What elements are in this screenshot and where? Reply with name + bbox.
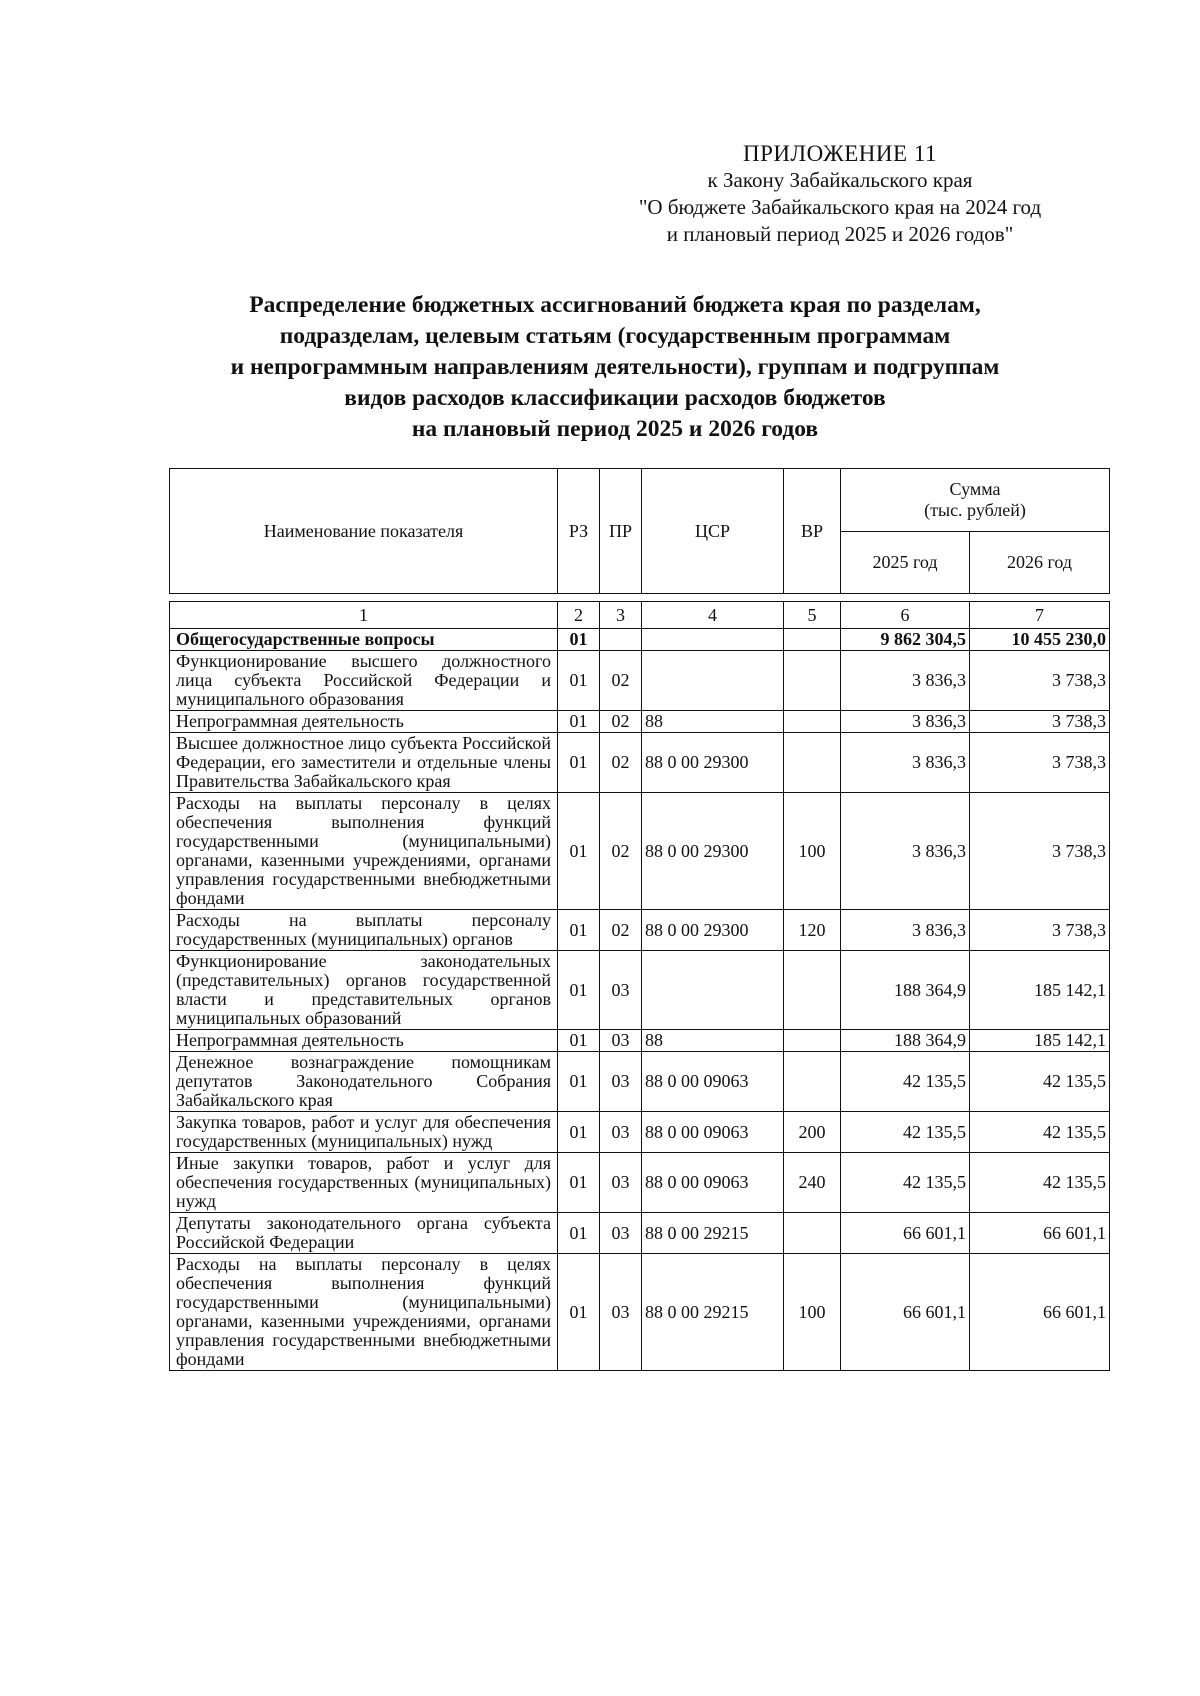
- row-amount-2025: 3 836,3: [841, 651, 970, 711]
- row-csr: 88 0 00 29300: [642, 793, 784, 910]
- row-csr: 88 0 00 29300: [642, 910, 784, 951]
- row-amount-2026: 3 738,3: [970, 711, 1110, 733]
- row-vr: 240: [784, 1153, 841, 1213]
- row-rz: 01: [558, 733, 600, 793]
- row-name: Функционирование законодательных (представительных) органов государственной власти и представительных органов муниципальных образований: [170, 951, 558, 1030]
- row-rz: 01: [558, 629, 600, 651]
- row-vr: 200: [784, 1112, 841, 1153]
- row-rz: 01: [558, 1030, 600, 1052]
- row-name: Общегосударственные вопросы: [170, 629, 558, 651]
- table-row: [170, 1153, 1110, 1213]
- row-vr: [784, 1052, 841, 1112]
- row-amount-2026: 3 738,3: [970, 651, 1110, 711]
- header-pr: ПР: [600, 469, 642, 594]
- column-number: 1: [170, 602, 558, 629]
- document-title: [150, 290, 1080, 445]
- row-vr: 100: [784, 793, 841, 910]
- row-csr: [642, 629, 784, 651]
- row-vr: [784, 951, 841, 1030]
- title-line-2: подразделам, целевым статьям (государственным программам: [279, 323, 951, 349]
- row-pr: [600, 629, 642, 651]
- header-sum-unit: (тыс. рублей): [924, 500, 1026, 520]
- table-row: [170, 1213, 1110, 1254]
- row-amount-2026: 42 135,5: [970, 1052, 1110, 1112]
- row-rz: 01: [558, 1052, 600, 1112]
- row-rz: 01: [558, 1254, 600, 1371]
- row-vr: 120: [784, 910, 841, 951]
- row-amount-2025: 3 836,3: [841, 711, 970, 733]
- column-number: 6: [841, 602, 970, 629]
- row-amount-2025: 188 364,9: [841, 1030, 970, 1052]
- row-rz: 01: [558, 651, 600, 711]
- column-number: 3: [600, 602, 642, 629]
- row-pr: 02: [600, 793, 642, 910]
- row-pr: 03: [600, 1213, 642, 1254]
- row-vr: [784, 1030, 841, 1052]
- row-amount-2025: 42 135,5: [841, 1112, 970, 1153]
- row-amount-2025: 42 135,5: [841, 1153, 970, 1213]
- row-vr: [784, 629, 841, 651]
- row-name: Высшее должностное лицо субъекта Российской Федерации, его заместители и отдельные члены Правительства Забайкальского края: [170, 733, 558, 793]
- row-rz: 01: [558, 793, 600, 910]
- row-amount-2025: 66 601,1: [841, 1213, 970, 1254]
- row-pr: 03: [600, 1052, 642, 1112]
- row-amount-2026: 3 738,3: [970, 733, 1110, 793]
- row-vr: [784, 651, 841, 711]
- table-row: [170, 1052, 1110, 1112]
- table-row: [170, 1112, 1110, 1153]
- row-vr: [784, 711, 841, 733]
- row-pr: 02: [600, 651, 642, 711]
- row-pr: 03: [600, 1153, 642, 1213]
- column-number: 4: [642, 602, 784, 629]
- row-rz: 01: [558, 1112, 600, 1153]
- row-amount-2026: 66 601,1: [970, 1254, 1110, 1371]
- row-amount-2026: 185 142,1: [970, 1030, 1110, 1052]
- row-vr: [784, 733, 841, 793]
- row-csr: 88 0 00 29300: [642, 733, 784, 793]
- row-name: Депутаты законодательного органа субъекта Российской Федерации: [170, 1213, 558, 1254]
- header-vr: ВР: [784, 469, 841, 594]
- row-amount-2026: 42 135,5: [970, 1112, 1110, 1153]
- row-amount-2025: 188 364,9: [841, 951, 970, 1030]
- table-row: [170, 793, 1110, 910]
- row-name: Непрограммная деятельность: [170, 1030, 558, 1052]
- row-csr: 88 0 00 09063: [642, 1153, 784, 1213]
- row-name: Иные закупки товаров, работ и услуг для обеспечения государственных (муниципальных) нужд: [170, 1153, 558, 1213]
- header-sum-label: Сумма: [949, 479, 1001, 499]
- row-pr: 03: [600, 1254, 642, 1371]
- row-pr: 02: [600, 910, 642, 951]
- row-csr: 88: [642, 711, 784, 733]
- column-number: 2: [558, 602, 600, 629]
- row-name: Денежное вознаграждение помощникам депутатов Законодательного Собрания Забайкальского края: [170, 1052, 558, 1112]
- column-number: 7: [970, 602, 1110, 629]
- row-amount-2026: 185 142,1: [970, 951, 1110, 1030]
- row-amount-2025: 42 135,5: [841, 1052, 970, 1112]
- row-vr: [784, 1213, 841, 1254]
- row-rz: 01: [558, 1213, 600, 1254]
- row-vr: 100: [784, 1254, 841, 1371]
- row-amount-2026: 3 738,3: [970, 910, 1110, 951]
- row-rz: 01: [558, 910, 600, 951]
- row-csr: [642, 951, 784, 1030]
- table-row: [170, 1254, 1110, 1371]
- row-name: Расходы на выплаты персоналу в целях обеспечения выполнения функций государственными (муниципальными) органами, казенными учреждениями, органами управления государственными внебюджетными фондами: [170, 1254, 558, 1371]
- column-number: 5: [784, 602, 841, 629]
- row-csr: [642, 651, 784, 711]
- row-pr: 03: [600, 1030, 642, 1052]
- row-pr: 03: [600, 951, 642, 1030]
- header-2025: 2025 год: [841, 532, 970, 594]
- row-rz: 01: [558, 1153, 600, 1213]
- column-numbers-row: [170, 602, 1110, 629]
- row-pr: 02: [600, 733, 642, 793]
- row-amount-2026: 3 738,3: [970, 793, 1110, 910]
- row-amount-2025: 3 836,3: [841, 910, 970, 951]
- table-row: [170, 711, 1110, 733]
- appendix-line-1: к Закону Забайкальского края: [707, 168, 973, 192]
- table-row: [170, 629, 1110, 651]
- header-csr: ЦСР: [642, 469, 784, 594]
- row-amount-2026: 10 455 230,0: [970, 629, 1110, 651]
- row-amount-2025: 66 601,1: [841, 1254, 970, 1371]
- row-name: Закупка товаров, работ и услуг для обеспечения государственных (муниципальных) нужд: [170, 1112, 558, 1153]
- table-row: [170, 1030, 1110, 1052]
- row-amount-2026: 42 135,5: [970, 1153, 1110, 1213]
- title-line-4: видов расходов классификации расходов бюджетов: [344, 385, 886, 411]
- table-row: [170, 910, 1110, 951]
- row-pr: 03: [600, 1112, 642, 1153]
- row-csr: 88: [642, 1030, 784, 1052]
- row-rz: 01: [558, 711, 600, 733]
- table-row: [170, 733, 1110, 793]
- header-sum: [841, 469, 1110, 532]
- row-amount-2025: 9 862 304,5: [841, 629, 970, 651]
- header-name: Наименование показателя: [170, 469, 558, 594]
- row-pr: 02: [600, 711, 642, 733]
- row-csr: 88 0 00 29215: [642, 1254, 784, 1371]
- row-rz: 01: [558, 951, 600, 1030]
- row-csr: 88 0 00 09063: [642, 1052, 784, 1112]
- row-name: Непрограммная деятельность: [170, 711, 558, 733]
- appendix-title: ПРИЛОЖЕНИЕ 11: [743, 141, 937, 166]
- row-csr: 88 0 00 09063: [642, 1112, 784, 1153]
- row-amount-2025: 3 836,3: [841, 793, 970, 910]
- row-name: Расходы на выплаты персоналу в целях обеспечения выполнения функций государственными (муниципальными) органами, казенными учреждениями, органами управления государственными внебюджетными фондами: [170, 793, 558, 910]
- row-csr: 88 0 00 29215: [642, 1213, 784, 1254]
- appendix-header: [560, 140, 1120, 248]
- header-2026: 2026 год: [970, 532, 1110, 594]
- table-row: [170, 651, 1110, 711]
- table-row: [170, 951, 1110, 1030]
- appendix-line-3: и плановый период 2025 и 2026 годов": [666, 222, 1014, 246]
- row-amount-2025: 3 836,3: [841, 733, 970, 793]
- row-amount-2026: 66 601,1: [970, 1213, 1110, 1254]
- table-header: [169, 468, 1110, 594]
- data-table: [169, 601, 1110, 1371]
- title-line-5: на плановый период 2025 и 2026 годов: [411, 416, 819, 442]
- header-rz: РЗ: [558, 469, 600, 594]
- appendix-line-2: "О бюджете Забайкальского края на 2024 год: [638, 195, 1042, 219]
- row-name: Расходы на выплаты персоналу государственных (муниципальных) органов: [170, 910, 558, 951]
- title-line-3: и непрограммным направлениям деятельности), группам и подгруппам: [230, 354, 1000, 380]
- row-name: Функционирование высшего должностного лица субъекта Российской Федерации и муниципального образования: [170, 651, 558, 711]
- title-line-1: Распределение бюджетных ассигнований бюджета края по разделам,: [249, 292, 981, 318]
